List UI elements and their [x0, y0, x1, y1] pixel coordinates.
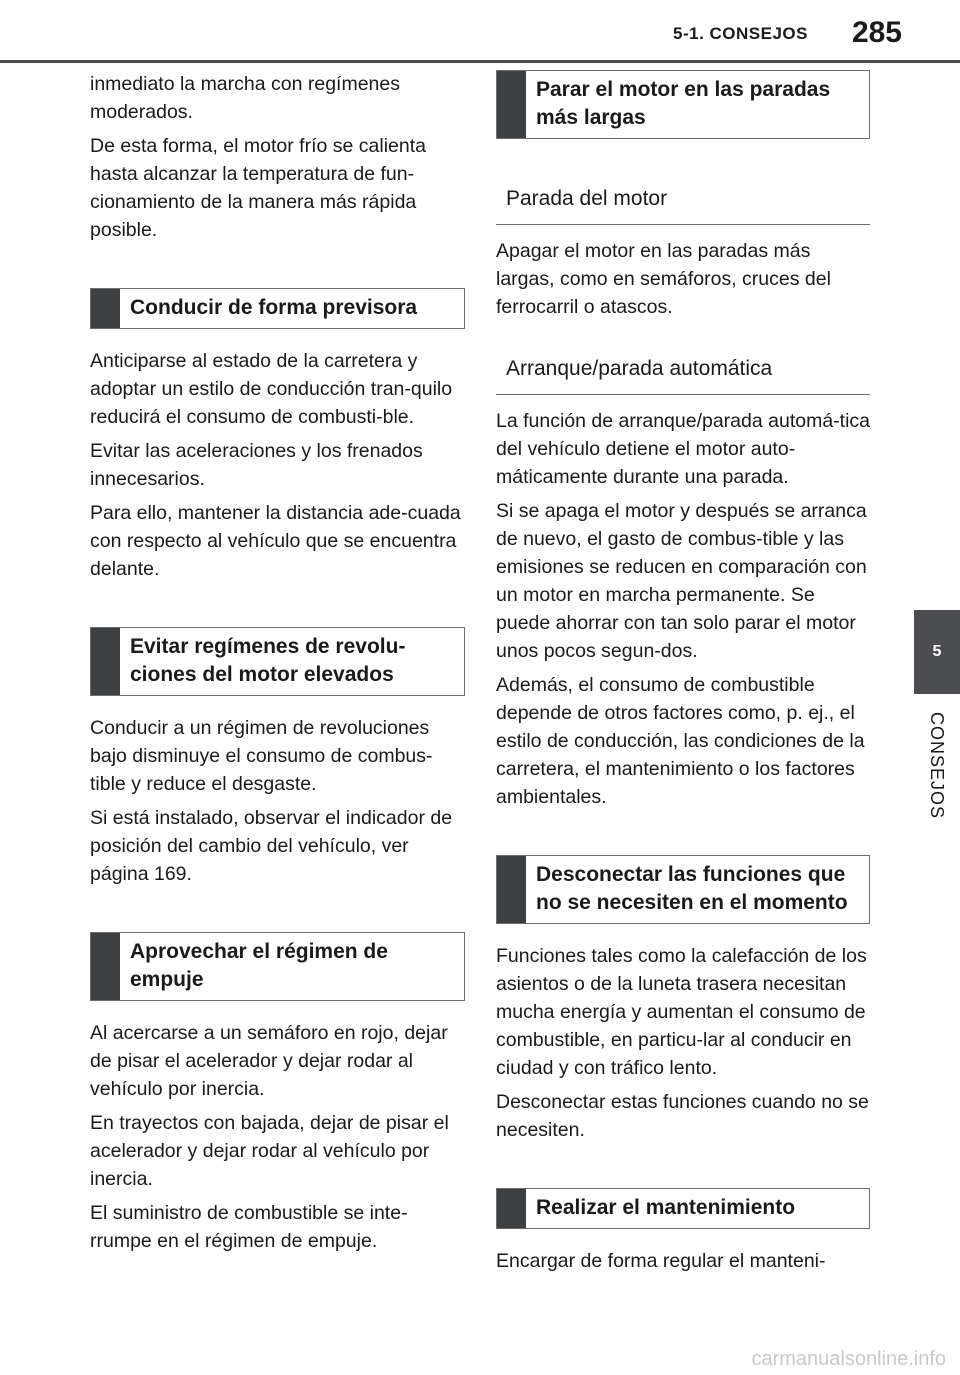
chapter-tab-label [914, 700, 960, 830]
paragraph: Si está instalado, observar el indicador de posición del cambio del vehículo, ver página 169. [90, 807, 453, 885]
subsection-heading: Arranque/parada automática [496, 355, 870, 395]
paragraph: Además, el consumo de combustible depende de otros factores como, p. ej., el estilo de conducción, las condiciones de la carretera, el mantenimiento o los factores ambientales. [496, 674, 865, 808]
section-heading-box [90, 627, 465, 696]
section-heading: Evitar regímenes de revolu-ciones del motor elevados [130, 635, 406, 686]
paragraph: De esta forma, el motor frío se calienta hasta alcanzar la temperatura de fun-cionamiento de la manera más rápida posible. [90, 135, 426, 241]
paragraph: inmediato la marcha con regímenes moderados. [90, 73, 400, 123]
watermark: carmanualsonline.info [751, 1348, 946, 1370]
chapter-tab-number: 5 [914, 610, 960, 694]
paragraph: Funciones tales como la calefacción de los asientos o de la luneta trasera necesitan mucha energía y aumentan el consumo de combustible, en particu-lar al conducir en ciudad y con tráfico lento. [496, 945, 867, 1079]
section-heading-box [496, 1188, 870, 1229]
paragraph: Desconectar estas funciones cuando no se necesiten. [496, 1091, 869, 1141]
paragraph: Si se apaga el motor y después se arranca de nuevo, el gasto de combus-tible y las emisiones se reducen en comparación con un motor en marcha permanente. Se puede ahorrar con tan solo parar el motor unos pocos segun-dos. [496, 500, 867, 662]
paragraph: Evitar las aceleraciones y los frenados innecesarios. [90, 440, 423, 490]
paragraph: Apagar el motor en las paradas más largas, como en semáforos, cruces del ferrocarril o atascos. [496, 240, 831, 318]
heading-bar [497, 856, 526, 923]
paragraph: El suministro de combustible se inte-rrumpe en el régimen de empuje. [90, 1202, 408, 1252]
paragraph: Al acercarse a un semáforo en rojo, dejar de pisar el acelerador y dejar rodar al vehículo por inercia. [90, 1022, 448, 1100]
page-number: 285 [851, 16, 902, 49]
section-heading: Conducir de forma previsora [130, 296, 418, 319]
heading-bar [91, 289, 120, 328]
section-heading: Parar el motor en las paradas más largas [536, 78, 831, 129]
section-heading: Realizar el mantenimiento [536, 1196, 796, 1219]
paragraph: Encargar de forma regular el manteni- [496, 1250, 826, 1272]
heading-bar [91, 933, 120, 1000]
section-header: 5-1. CONSEJOS [673, 24, 808, 43]
section-heading: Aprovechar el régimen de empuje [130, 940, 388, 991]
section-heading-box [496, 855, 870, 924]
header-rule [0, 60, 960, 63]
section-heading-box [496, 70, 870, 139]
right-column [496, 70, 870, 1281]
paragraph: Para ello, mantener la distancia ade-cuada con respecto al vehículo que se encuentra delante. [90, 502, 461, 580]
chapter-tab-label-text: CONSEJOS [927, 711, 948, 819]
paragraph: En trayectos con bajada, dejar de pisar el acelerador y dejar rodar al vehículo por inercia. [90, 1112, 449, 1190]
left-column [90, 70, 465, 1261]
section-heading-box [90, 288, 465, 329]
heading-bar [91, 628, 120, 695]
heading-bar [497, 71, 526, 138]
section-heading-box [90, 932, 465, 1001]
paragraph: La función de arranque/parada automá-tica del vehículo detiene el motor auto-máticamente durante una parada. [496, 410, 871, 488]
paragraph: Conducir a un régimen de revoluciones bajo disminuye el consumo de combus-tible y reduce el desgaste. [90, 717, 433, 795]
paragraph: Anticiparse al estado de la carretera y adoptar un estilo de conducción tran-quilo reducirá el consumo de combusti-ble. [90, 350, 453, 428]
subsection-heading: Parada del motor [496, 185, 870, 225]
heading-bar [497, 1189, 526, 1228]
section-heading: Desconectar las funciones que no se necesiten en el momento [536, 863, 848, 914]
